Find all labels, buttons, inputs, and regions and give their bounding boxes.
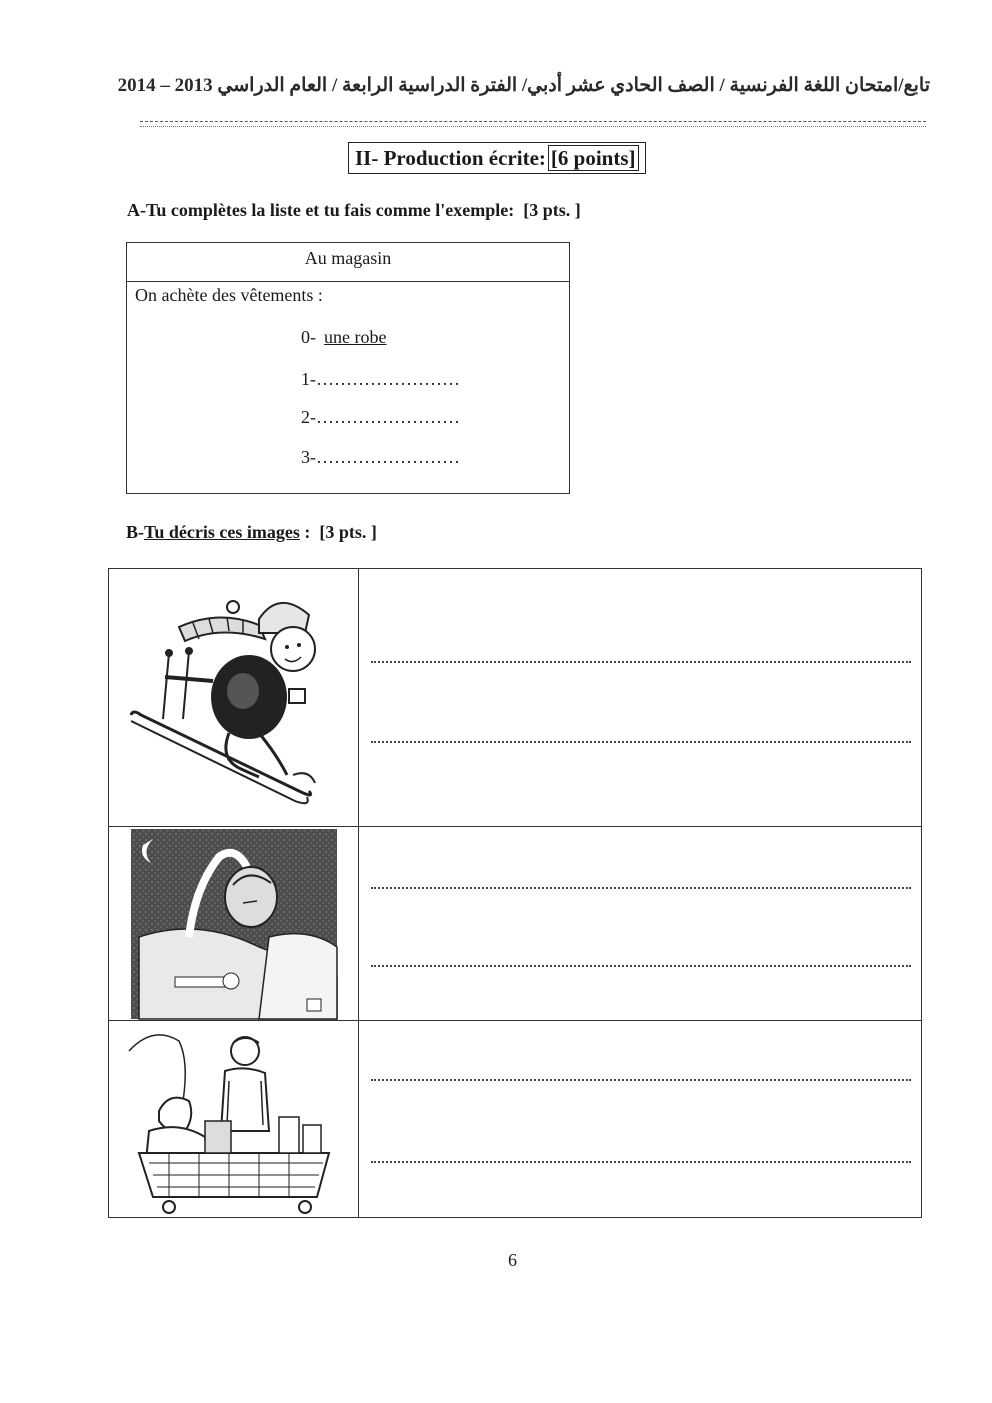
store-table-title: Au magasin xyxy=(127,243,569,282)
answer-line-1[interactable] xyxy=(371,1079,911,1081)
store-list-table xyxy=(126,242,570,494)
describe-images-table xyxy=(108,568,922,1218)
answer-line-1[interactable] xyxy=(371,661,911,663)
list-item-blank-3[interactable]: 3-…………………… xyxy=(301,447,460,467)
section-points: [6 points] xyxy=(548,145,639,171)
part-a-points: [3 pts. ] xyxy=(523,200,581,220)
part-a-instruction: A-Tu complètes la liste et tu fais comme l'exemple: [3 pts. ] xyxy=(127,200,581,220)
example-answer: une robe xyxy=(324,327,387,347)
answer-line-2[interactable] xyxy=(371,1161,911,1163)
section-title xyxy=(348,142,646,174)
shopping-cart-drawing xyxy=(109,1021,359,1217)
exam-header: تابع/امتحان اللغة الفرنسية / الصف الحادي عشر أدبي/ الفترة الدراسية الرابعة / العام الدراسي 2013 – 2014 xyxy=(117,75,930,96)
list-item-example: 0- une robe xyxy=(301,327,387,347)
store-list-prompt: On achète des vêtements : xyxy=(135,285,323,305)
section-title-text: II- Production écrite: xyxy=(355,146,546,170)
sick-man-drawing xyxy=(109,827,359,1020)
describe-row-shopping xyxy=(109,1021,921,1217)
skier-drawing xyxy=(109,569,359,826)
describe-row-skier xyxy=(109,569,921,827)
answer-line-1[interactable] xyxy=(371,887,911,889)
answer-line-2[interactable] xyxy=(371,965,911,967)
part-b-points: [3 pts. ] xyxy=(319,522,377,542)
list-item-blank-2[interactable]: 2-…………………… xyxy=(301,407,460,427)
header-divider-secondary xyxy=(140,126,926,127)
list-item-blank-1[interactable]: 1-…………………… xyxy=(301,369,460,389)
answer-line-2[interactable] xyxy=(371,741,911,743)
header-divider xyxy=(140,121,926,122)
describe-row-sick-man xyxy=(109,827,921,1021)
part-b-instruction: B-Tu décris ces images : [3 pts. ] xyxy=(126,522,377,542)
page-number: 6 xyxy=(508,1250,517,1270)
